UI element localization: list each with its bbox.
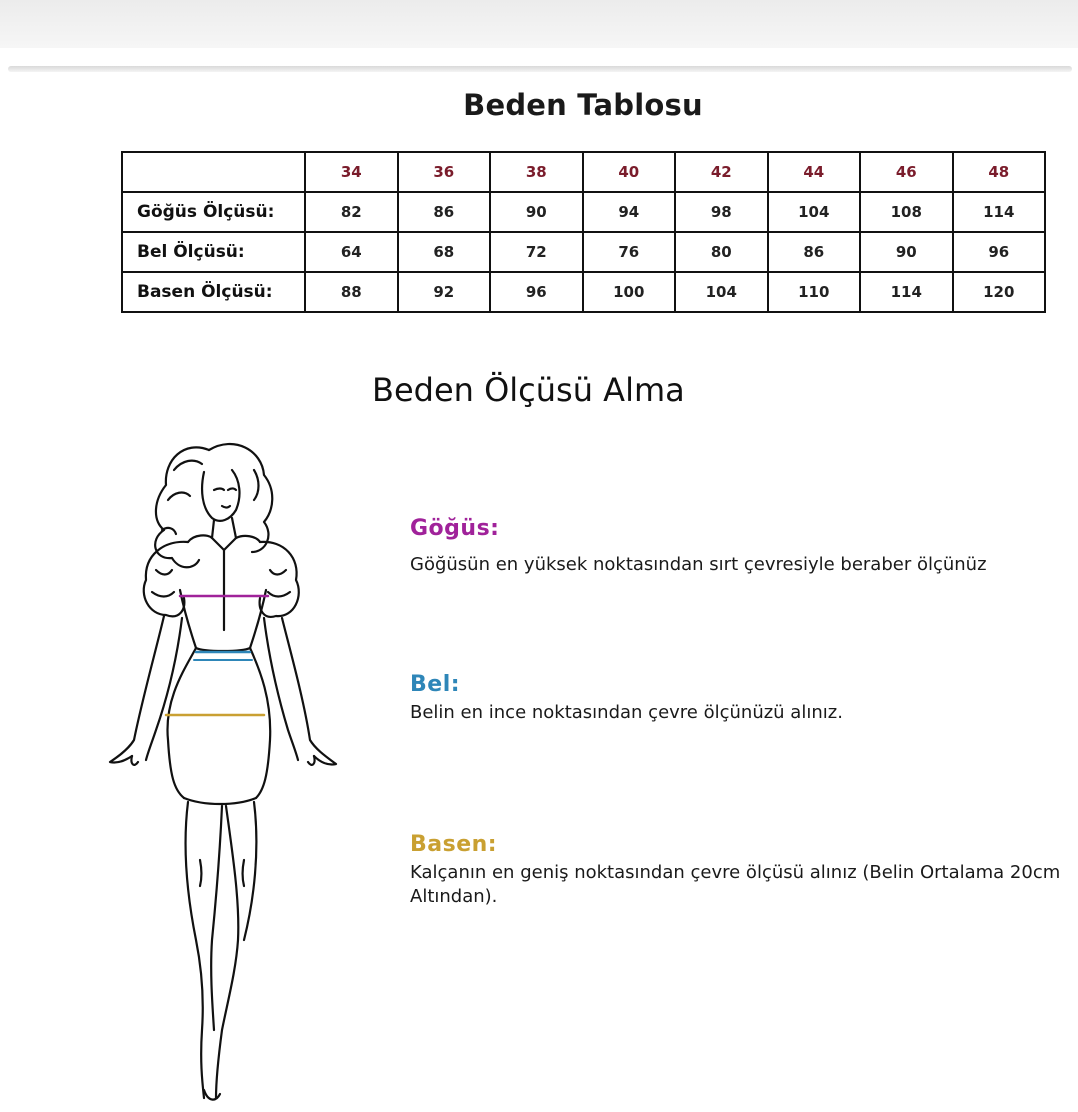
hip-description: Kalçanın en geniş noktasından çevre ölçüsü alınız (Belin Ortalama 20cm Altından). <box>410 862 1061 907</box>
size-cell: 38 <box>490 152 583 192</box>
chest-description: Göğüsün en yüksek noktasından sırt çevresiyle beraber ölçünüz <box>410 554 987 575</box>
table-cell: 88 <box>305 272 398 312</box>
table-row <box>122 272 1045 312</box>
waist-title: Bel: <box>410 672 461 697</box>
woman-figure-illustration <box>104 430 344 1110</box>
size-cell: 46 <box>860 152 953 192</box>
chest-title: Göğüs: <box>410 516 500 541</box>
table-row <box>122 192 1045 232</box>
empty-cell <box>122 152 305 192</box>
hip-title: Basen: <box>410 832 498 857</box>
table-cell: 90 <box>860 232 953 272</box>
table-cell: 80 <box>675 232 768 272</box>
size-cell: 48 <box>953 152 1046 192</box>
table-cell: 76 <box>583 232 676 272</box>
size-cell: 36 <box>398 152 491 192</box>
table-cell: 120 <box>953 272 1046 312</box>
divider <box>8 66 1072 72</box>
size-cell: 34 <box>305 152 398 192</box>
table-cell: 94 <box>583 192 676 232</box>
table-cell: 96 <box>953 232 1046 272</box>
size-cell: 44 <box>768 152 861 192</box>
table-cell: 92 <box>398 272 491 312</box>
waist-description: Belin en ince noktasından çevre ölçünüzü alınız. <box>410 702 843 723</box>
table-cell: 110 <box>768 272 861 312</box>
table-cell: 72 <box>490 232 583 272</box>
table-cell: 104 <box>768 192 861 232</box>
top-bar <box>0 0 1078 48</box>
table-cell: 114 <box>953 192 1046 232</box>
table-cell: 86 <box>768 232 861 272</box>
table-cell: 86 <box>398 192 491 232</box>
table-cell: 90 <box>490 192 583 232</box>
guide-title: Beden Ölçüsü Alma <box>372 371 685 409</box>
table-cell: 100 <box>583 272 676 312</box>
table-row <box>122 232 1045 272</box>
row-label: Basen Ölçüsü: <box>122 272 305 312</box>
table-cell: 104 <box>675 272 768 312</box>
table-cell: 96 <box>490 272 583 312</box>
table-cell: 98 <box>675 192 768 232</box>
size-cell: 42 <box>675 152 768 192</box>
size-cell: 40 <box>583 152 676 192</box>
table-cell: 114 <box>860 272 953 312</box>
row-label: Bel Ölçüsü: <box>122 232 305 272</box>
table-cell: 64 <box>305 232 398 272</box>
size-table <box>121 151 1046 313</box>
row-label: Göğüs Ölçüsü: <box>122 192 305 232</box>
size-table-title: Beden Tablosu <box>463 88 703 122</box>
table-cell: 82 <box>305 192 398 232</box>
table-cell: 108 <box>860 192 953 232</box>
table-cell: 68 <box>398 232 491 272</box>
size-header-row <box>122 152 1045 192</box>
